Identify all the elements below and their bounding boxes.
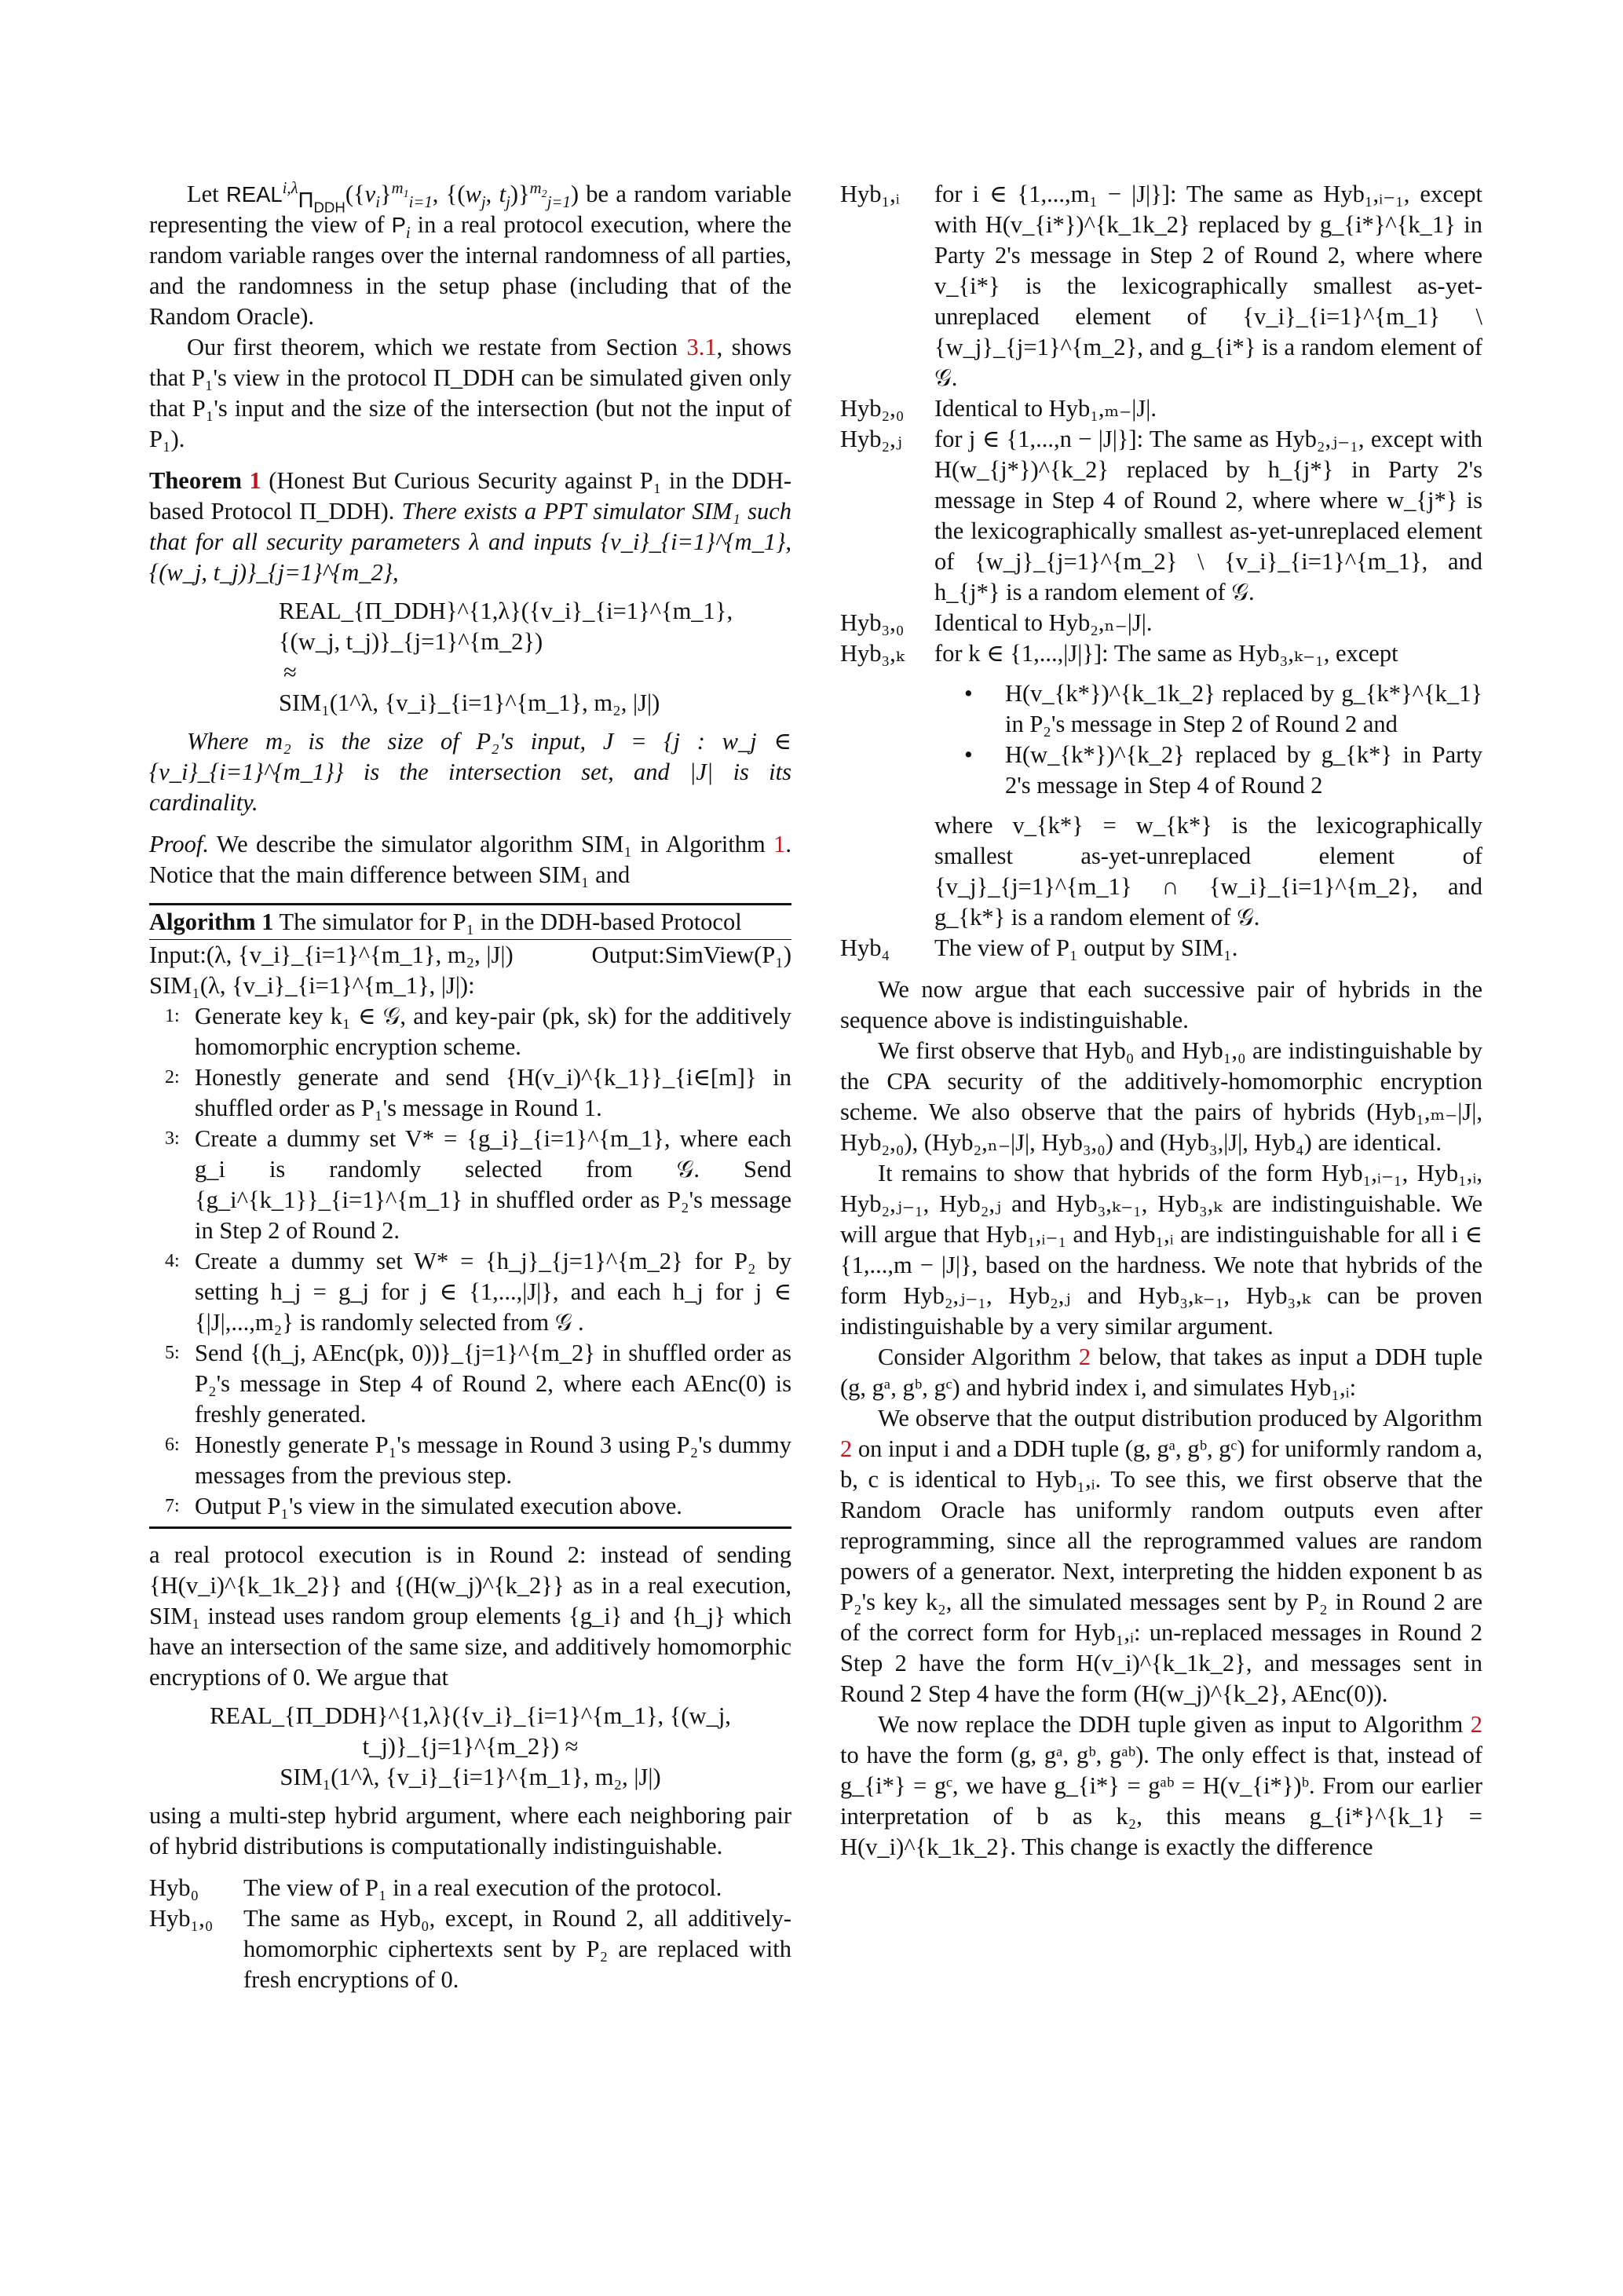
hybrid-text: Identical to Hyb₂,ₙ₋|J|. <box>934 609 1153 636</box>
theorem-number-link[interactable]: 1 <box>249 467 261 494</box>
eq2-real-line: REAL_{Π_DDH}^{1,λ}({v_i}_{i=1}^{m_1}, {(w_j, t_j)}_{j=1}^{m_2}) ≈ <box>210 1702 731 1760</box>
p2-text-b: , shows that P₁'s view in the protocol Π_DDH can be simulated given only that P₁'s input and the size of the intersection (but not the input of P₁). <box>149 334 792 452</box>
algorithm-2-ref-link[interactable]: 2 <box>1078 1344 1091 1370</box>
hybrid-3-k-bullets <box>840 678 1482 801</box>
step-text: Generate key k₁ ∈ 𝒢, and key-pair (pk, sk) for the additively homomorphic encryption scheme. <box>195 1003 791 1060</box>
r4-text-b: below, that takes as input a DDH tuple (g, gᵃ, gᵇ, gᶜ) and hybrid index i, and simulates Hyb₁,ᵢ: <box>840 1344 1483 1401</box>
hybrid-label: Hyb₄ <box>840 934 890 961</box>
step-text: Honestly generate and send {H(v_i)^{k_1}}_{i∈[m]} in shuffled order as P₁'s message in Round 1. <box>195 1064 791 1121</box>
step-text: Send {(h_j, AEnc(pk, 0))}_{j=1}^{m_2} in shuffled order as P₂'s message in Step 4 of Round 2, where each AEnc(0) is freshly generated. <box>195 1340 791 1428</box>
proof-text-b: . Notice that the main difference between SIM₁ and <box>149 831 792 888</box>
algorithm-steps <box>149 1001 791 1522</box>
step-number: 6: <box>165 1435 180 1455</box>
hybrid-label: Hyb₁,ᵢ <box>840 181 900 207</box>
hybrid-3-k <box>840 638 1482 669</box>
algorithm-ref-link[interactable]: 1 <box>773 831 786 857</box>
hybrid-text: for j ∈ {1,...,n − |J|}]: The same as Hyb₂,ⱼ₋₁, except with H(w_{j*})^{k_2} replaced by h_{j*} in Party 2's message in Step 4 of Round 2, where where w_{j*} is the lexicographically smallest as-yet-unreplaced element of {w_j}_{j=1}^{m_2} \ {v_i}_{i=1}^{m_1}, and h_{j*} is a random element of 𝒢. <box>934 426 1482 605</box>
algorithm-caption <box>149 905 791 940</box>
step-number: 5: <box>165 1343 180 1363</box>
theorem-1 <box>149 466 791 588</box>
algorithm-1-box <box>149 903 791 1529</box>
hybrid-text: Identical to Hyb₁,ₘ₋|J|. <box>934 395 1157 422</box>
paragraph-real-definition: Let $REAL^{i,\lambda}_{\Pi_{DDH}}(\{v_i\}^{m_1}_{i=1}$, {($w_j$, $t_j)\}^{m_2}_{j=1}$) be a random variable representing the view of $P_i$ in a real protocol execution, where the random variable ranges over the internal randomness of all parties, and the randomness in the setup phase (including that of the Random Oracle). <box>149 179 792 330</box>
algorithm-io <box>149 940 791 971</box>
step-text: Create a dummy set V* = {g_i}_{i=1}^{m_1}, where each g_i is randomly selected from 𝒢. Send {g_i^{k_1}}_{i=1}^{m_1} in shuffled order as P₂'s message in Step 2 of Round 2. <box>195 1125 791 1244</box>
hybrid-text: for k ∈ {1,...,|J|}]: The same as Hyb₃,ₖ₋₁, except <box>934 640 1398 667</box>
hybrid-1-i <box>840 179 1482 393</box>
step-text: Create a dummy set W* = {h_j}_{j=1}^{m_2} for P₂ by setting h_j = g_j for j ∈ {1,...,|J|}, and each h_j for j ∈ {|J|,...,m₂} is randomly selected from 𝒢 . <box>195 1248 791 1336</box>
hybrid-1-0 <box>149 1903 791 1995</box>
paragraph-real-vs-sim: a real protocol execution is in Round 2: instead of sending {H(v_i)^{k_1k_2}} and {(H(w_j)^{k_2}} as in a real execution, SIM₁ instead uses random group elements {g_i} and {h_j} which have an intersection of the same size, and additively homomorphic encryptions of 0. We argue that <box>149 1541 791 1691</box>
hybrid-2-0 <box>840 393 1482 424</box>
hybrid-text: where v_{k*} = w_{k*} is the lexicographically smallest as-yet-unreplaced element of {v_j}_{j=1}^{m_1} ∩ {w_i}_{i=1}^{m_2}, and g_{k*} is a random element of 𝒢. <box>934 812 1482 930</box>
eq-approx: ≈ <box>283 659 297 686</box>
proof-label: Proof. <box>149 831 209 857</box>
algorithm-step <box>149 1001 791 1062</box>
r5-text-b: on input i and a DDH tuple (g, gᵃ, gᵇ, gᶜ) for uniformly random a, b, c is identical to Hyb₁,ᵢ. To see this, we first observe that the Random Oracle has uniformly random outputs even after reprogramming, since all the reprogrammed values are random powers of a generator. Next, interpreting the hidden exponent b as P₂'s key k₂, all the simulated messages sent by P₂ in Round 2 are of the correct form for Hyb₁,ᵢ: un-replaced messages in Round 2 Step 2 have the form H(v_i)^{k_1k_2}, and messages sent in Round 2 Step 4 have the form (H(w_j)^{k_2}, AEnc(0)). <box>840 1435 1482 1707</box>
hybrid-4 <box>840 933 1482 963</box>
eq2-sim-line: SIM₁(1^λ, {v_i}_{i=1}^{m_1}, m₂, |J|) <box>280 1764 661 1790</box>
hybrid-label-spacer <box>840 810 934 933</box>
hybrid-label: Hyb₀ <box>149 1874 199 1901</box>
paragraph-argue-indistinguishable: We now argue that each successive pair of hybrids in the sequence above is indistinguishable. <box>840 976 1482 1033</box>
left-column <box>149 179 791 1995</box>
algorithm-signature: SIM₁(λ, {v_i}_{i=1}^{m_1}, |J|): <box>149 972 475 999</box>
p2-text-a: Our first theorem, which we restate from Section <box>187 334 678 360</box>
hybrid-text: for i ∈ {1,...,m₁ − |J|}]: The same as Hyb₁,ᵢ₋₁, except with H(v_{i*})^{k_1k_2} replaced by g_{i*}^{k_1} in Party 2's message in Step 2 of Round 2, where where v_{i*} is the lexicographically smallest as-yet-unreplaced element of {v_i}_{i=1}^{m_1} \ {w_j}_{j=1}^{m_2}, and g_{i*} is a random element of 𝒢. <box>934 181 1482 391</box>
paragraph-remains-to-show: It remains to show that hybrids of the form Hyb₁,ᵢ₋₁, Hyb₁,ᵢ, Hyb₂,ⱼ₋₁, Hyb₂,ⱼ and Hyb₃,ₖ₋₁, Hyb₃,ₖ are indistinguishable. We will argue that Hyb₁,ᵢ₋₁ and Hyb₁,ᵢ are indistinguishable for all i ∈ {1,...,m − |J|}, based on the hardness. We note that hybrids of the form Hyb₂,ⱼ₋₁, Hyb₂,ⱼ and Hyb₃,ₖ₋₁, Hyb₃,ₖ can be proven indistinguishable by a very similar argument. <box>840 1160 1482 1340</box>
r4-text-a: Consider Algorithm <box>878 1344 1071 1370</box>
hybrid-3-0 <box>840 608 1482 638</box>
algorithm-output: Output:SimView(P₁) <box>591 941 791 968</box>
algorithm-step <box>149 1430 791 1491</box>
display-equation-1 <box>279 596 791 718</box>
step-number: 3: <box>165 1128 180 1149</box>
step-text: Honestly generate P₁'s message in Round 3 using P₂'s dummy messages from the previous step. <box>195 1431 791 1489</box>
algorithm-label: Algorithm 1 <box>149 909 274 935</box>
step-number: 1: <box>165 1006 180 1026</box>
algorithm-step <box>149 1338 791 1430</box>
hybrid-text: The view of P₁ output by SIM₁. <box>934 934 1238 961</box>
r6-text-a: We now replace the DDH tuple given as input to Algorithm <box>878 1711 1464 1738</box>
theorem-body: There exists a PPT simulator SIM₁ such that for all security parameters λ and inputs {v_i}_{i=1}^{m_1}, {(w_j, t_j)}_{j=1}^{m_2}, <box>149 498 791 586</box>
step-text: Output P₁'s view in the simulated execution above. <box>195 1493 682 1519</box>
paragraph-output-distribution <box>840 1403 1482 1709</box>
algorithm-input: Input:(λ, {v_i}_{i=1}^{m_1}, m₂, |J|) <box>149 941 514 968</box>
r6-text-b: to have the form (g, gᵃ, gᵇ, gᵃᵇ). The only effect is that, instead of g_{i*} = gᶜ, we have g_{i*} = gᵃᵇ = H(v_{i*})ᵇ. From our earlier interpretation of b as k₂, this means g_{i*}^{k_1} = H(v_i)^{k_1k_2}. This change is exactly the difference <box>840 1742 1482 1860</box>
algorithm-step <box>149 1246 791 1338</box>
step-number: 7: <box>165 1496 180 1516</box>
hybrid-label: Hyb₃,ₖ <box>840 640 905 667</box>
paragraph-cpa-security: We first observe that Hyb₀ and Hyb₁,₀ are indistinguishable by the CPA security of the additively-homomorphic encryption scheme. We also observe that the pairs of hybrids (Hyb₁,ₘ₋|J|, Hyb₂,₀), (Hyb₂,ₙ₋|J|, Hyb₃,₀) and (Hyb₃,|J|, Hyb₄) are identical. <box>840 1037 1482 1156</box>
hybrid-text: The view of P₁ in a real execution of the protocol. <box>243 1874 722 1901</box>
algorithm-step <box>149 1491 791 1522</box>
r5-text-a: We observe that the output distribution produced by Algorithm <box>878 1405 1482 1431</box>
paragraph-first-theorem <box>149 332 791 455</box>
paragraph-replace-ddh <box>840 1709 1482 1863</box>
hybrid-3-k-where <box>840 810 1482 933</box>
bullet-item: • H(v_{k*})^{k_1k_2} replaced by g_{k*}^{k_1} in P₂'s message in Step 2 of Round 2 and <box>1005 678 1482 740</box>
eq-real-line: REAL_{Π_DDH}^{1,λ}({v_i}_{i=1}^{m_1}, {(w_j, t_j)}_{j=1}^{m_2}) <box>279 598 733 655</box>
paragraph-consider-algorithm <box>840 1342 1482 1403</box>
algorithm-2-ref-link[interactable]: 2 <box>840 1435 853 1462</box>
algorithm-step <box>149 1062 791 1124</box>
hybrid-text: The same as Hyb₀, except, in Round 2, all additively-homomorphic ciphertexts sent by P₂ are replaced with fresh encryptions of 0. <box>243 1905 791 1993</box>
step-number: 4: <box>165 1251 180 1271</box>
hybrid-label: Hyb₂,ⱼ <box>840 426 902 452</box>
proof-paragraph <box>149 829 791 890</box>
algorithm-step <box>149 1124 791 1246</box>
hybrid-2-j <box>840 424 1482 608</box>
bullet-item: • H(w_{k*})^{k_2} replaced by g_{k*} in Party 2's message in Step 4 of Round 2 <box>1005 740 1482 801</box>
paragraph-hybrid-argument: using a multi-step hybrid argument, where each neighboring pair of hybrid distributions is computationally indistinguishable. <box>149 1802 791 1859</box>
hybrid-label: Hyb₂,₀ <box>840 395 905 422</box>
hybrid-label: Hyb₃,₀ <box>840 609 905 636</box>
algorithm-2-ref-link[interactable]: 2 <box>1470 1711 1482 1738</box>
right-column <box>840 179 1482 1863</box>
algorithm-title: The simulator for P₁ in the DDH-based Protocol <box>279 909 742 935</box>
hybrid-0 <box>149 1873 791 1903</box>
theorem-label: Theorem <box>149 467 243 494</box>
display-equation-2 <box>149 1701 791 1793</box>
hybrid-label: Hyb₁,₀ <box>149 1905 214 1932</box>
eq-sim-line: SIM₁(1^λ, {v_i}_{i=1}^{m_1}, m₂, |J|) <box>279 689 660 716</box>
step-number: 2: <box>165 1067 180 1088</box>
section-ref-link[interactable]: 3.1 <box>686 334 717 360</box>
theorem-where-clause: Where m₂ is the size of P₂'s input, J = {j : w_j ∈ {v_i}_{i=1}^{m_1}} is the intersection set, and |J| is its cardinality. <box>149 728 791 816</box>
proof-text-a: We describe the simulator algorithm SIM₁ in Algorithm <box>216 831 766 857</box>
theorem-title: (Honest But Curious Security against P₁ in the DDH-based Protocol Π_DDH). <box>149 467 792 525</box>
